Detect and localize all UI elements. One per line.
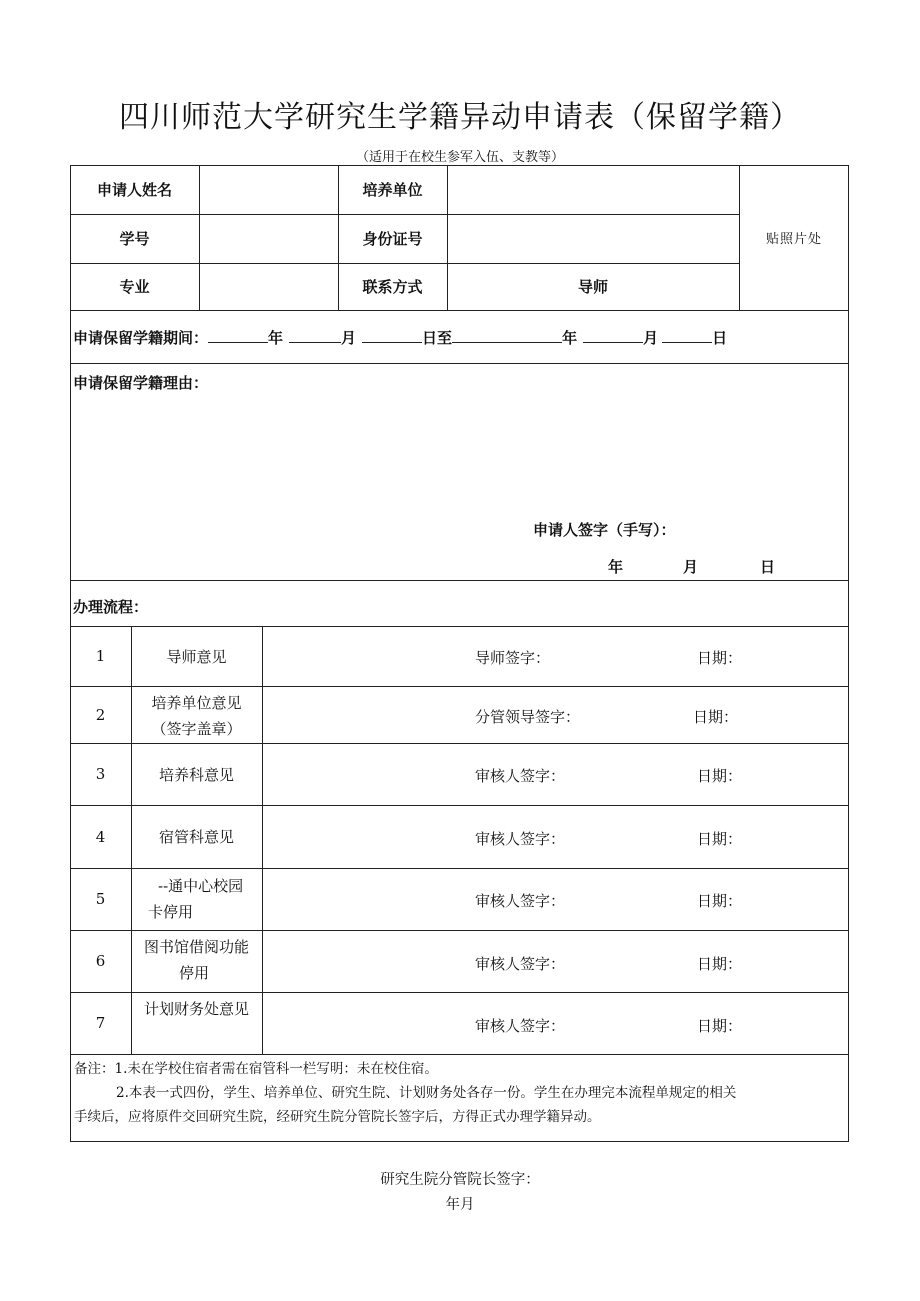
period-month-blank[interactable] — [289, 328, 341, 343]
step-number: 7 — [95, 1014, 106, 1032]
grid-line — [70, 580, 849, 581]
period-day2: 日 — [712, 329, 728, 347]
id-card-label: 身份证号 — [362, 230, 423, 248]
process-label: 办理流程： — [73, 598, 149, 616]
period-row — [73, 327, 727, 348]
note-line-2: 2.本表一式四份，学生、培养单位、研究生院、计划财务处各存一份。学生在办理完本流程单规定的相关 — [116, 1085, 737, 1101]
step-number: 4 — [95, 827, 106, 846]
step-department-line2: 停用 — [179, 964, 210, 982]
step-number: 2 — [95, 705, 106, 724]
step-department-line2: 卡停用 — [148, 903, 194, 921]
note-line-3: 手续后，应将原件交回研究生院，经研究生院分管院长签字后，方得正式办理学籍异动。 — [74, 1109, 601, 1125]
student-id-field[interactable] — [199, 214, 338, 263]
grid-line — [70, 930, 849, 931]
step-sign-label: 分管领导签字： — [475, 708, 581, 726]
dean-signature-label: 研究生院分管院长签字： — [380, 1172, 540, 1188]
step-date-label: 日期： — [697, 955, 743, 973]
major-field[interactable] — [199, 263, 338, 310]
period-year: 年 — [268, 329, 284, 347]
grid-line — [70, 686, 849, 687]
reason-month: 月 — [683, 558, 699, 576]
step-sign-label: 审核人签字： — [475, 830, 566, 848]
name-field[interactable] — [199, 165, 338, 214]
applicant-signature-label: 申请人签字（手写）： — [533, 521, 676, 539]
step-sign-label: 审核人签字： — [475, 1017, 566, 1035]
notes — [74, 1057, 844, 1129]
dean-date-label: 年月 — [445, 1197, 475, 1213]
period-day-blank[interactable] — [362, 328, 422, 343]
step-department — [131, 690, 262, 742]
step-number: 3 — [95, 765, 106, 783]
major-label: 专业 — [119, 278, 150, 296]
period-month2: 月 — [643, 329, 659, 347]
step-date-label: 日期： — [697, 649, 743, 667]
grid-line — [70, 1054, 849, 1055]
grid-line — [262, 626, 263, 1054]
step-date-label: 日期： — [697, 767, 743, 785]
step-number: 5 — [95, 890, 106, 908]
step-department: 宿管科意见 — [158, 828, 234, 846]
step-department-line2: （签字盖章） — [151, 720, 242, 738]
step-number: 1 — [95, 647, 106, 665]
step-department — [131, 934, 262, 986]
advisor-label: 导师 — [577, 278, 608, 296]
grid-line — [70, 310, 849, 311]
step-sign-label: 审核人签字： — [475, 955, 566, 973]
grid-line — [70, 363, 849, 364]
step-department-line1: --通中心校园 — [158, 877, 244, 895]
step-number: 6 — [95, 952, 106, 970]
period-month2-blank[interactable] — [583, 328, 643, 343]
step-sign-label: 导师签字： — [475, 649, 551, 667]
reason-year: 年 — [608, 558, 624, 576]
page-title: 四川师范大学研究生学籍异动申请表（保留学籍） — [119, 100, 801, 135]
period-day-to: 日至 — [422, 329, 453, 347]
period-month: 月 — [341, 329, 357, 347]
period-day2-blank[interactable] — [662, 328, 712, 343]
step-sign-label: 审核人签字： — [475, 767, 566, 785]
contact-label: 联系方式 — [362, 278, 423, 296]
step-department-line1: 培养单位意见 — [151, 694, 242, 712]
period-year2: 年 — [562, 329, 578, 347]
step-sign-label: 审核人签字： — [475, 892, 566, 910]
step-date-label: 日期： — [697, 830, 743, 848]
reason-day: 日 — [760, 558, 776, 576]
reason-field[interactable] — [74, 395, 844, 505]
step-department: 导师意见 — [166, 647, 227, 666]
period-label: 申请保留学籍期间： — [73, 329, 209, 347]
reason-label: 申请保留学籍理由： — [73, 374, 209, 392]
id-card-field[interactable] — [447, 214, 739, 263]
step-department-line1: 图书馆借阅功能 — [143, 938, 249, 956]
unit-field[interactable] — [447, 165, 739, 214]
student-id-label: 学号 — [119, 230, 150, 248]
period-year2-blank[interactable] — [452, 328, 562, 343]
step-department: 计划财务处意见 — [143, 1000, 249, 1018]
note-line-1: 备注：1.未在学校住宿者需在宿管科一栏写明：未在校住宿。 — [74, 1061, 438, 1077]
step-date-label: 日期： — [697, 1017, 743, 1035]
grid-line — [70, 992, 849, 993]
page-subtitle: （适用于在校生参军入伍、支教等） — [355, 150, 564, 165]
step-date-label: 日期： — [697, 892, 743, 910]
step-date-label: 日期： — [693, 708, 739, 726]
period-year-blank[interactable] — [208, 328, 268, 343]
name-label: 申请人姓名 — [96, 181, 172, 199]
photo-placeholder: 贴照片处 — [765, 232, 822, 247]
step-department: 培养科意见 — [158, 765, 234, 784]
step-department — [148, 873, 262, 925]
grid-line — [70, 868, 849, 869]
unit-label: 培养单位 — [362, 181, 423, 199]
